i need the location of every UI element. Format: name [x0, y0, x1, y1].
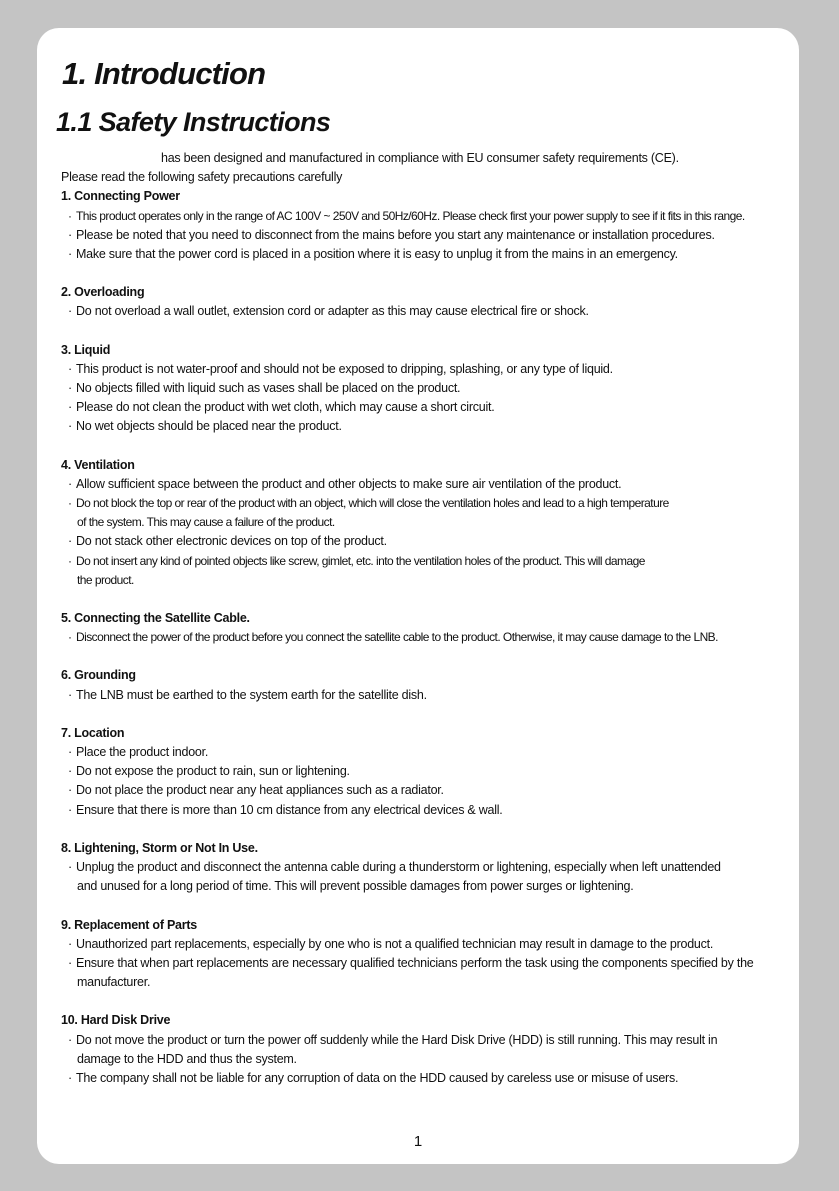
safety-content: [61, 149, 791, 1088]
list-item: [61, 207, 791, 226]
bullet-icon: ·: [68, 304, 72, 319]
section-title: 6. Grounding: [61, 668, 136, 683]
section-title: 3. Liquid: [61, 342, 111, 357]
list-item: [61, 379, 791, 398]
bullet-icon: ·: [68, 476, 72, 491]
section-title: 1. Connecting Power: [61, 189, 180, 204]
list-item: [61, 628, 791, 647]
item-text: Do not insert any kind of pointed objects like screw, gimlet, etc. into the ventilation holes of the product. This will damage: [76, 553, 645, 568]
item-text: Do not move the product or turn the power off suddenly while the Hard Disk Drive (HDD) is still running. This may result in: [76, 1032, 718, 1047]
bullet-icon: ·: [68, 381, 72, 396]
list-item: [61, 475, 791, 494]
item-text: manufacturer.: [77, 975, 151, 990]
document-page: [37, 28, 799, 1164]
safety-section: [61, 1011, 791, 1088]
item-text: The LNB must be earthed to the system earth for the satellite dish.: [76, 687, 427, 702]
item-text: Do not block the top or rear of the product with an object, which will close the ventilation holes and lead to a high temperature: [76, 496, 669, 511]
bullet-icon: ·: [68, 496, 72, 511]
bullet-icon: ·: [68, 1032, 72, 1047]
safety-section: [61, 456, 791, 590]
list-item: [61, 762, 791, 781]
list-item: [61, 494, 791, 532]
item-text: Make sure that the power cord is placed in a position where it is easy to unplug it from the mains in an emergency.: [76, 247, 678, 262]
bullet-icon: ·: [68, 1070, 72, 1085]
list-item: [61, 398, 791, 417]
section-title: 9. Replacement of Parts: [61, 917, 197, 932]
list-item: [61, 781, 791, 800]
section-title: 8. Lightening, Storm or Not In Use.: [61, 840, 258, 855]
item-text: Allow sufficient space between the product and other objects to make sure air ventilation of the product.: [76, 476, 622, 491]
bullet-icon: ·: [68, 630, 72, 645]
item-text: Ensure that there is more than 10 cm distance from any electrical devices & wall.: [76, 802, 503, 817]
item-text: the product.: [77, 572, 134, 587]
bullet-icon: ·: [68, 955, 72, 970]
intro-line: Please read the following safety precautions carefully: [61, 170, 343, 185]
bullet-icon: ·: [68, 419, 72, 434]
safety-section: [61, 283, 791, 321]
list-item: [61, 360, 791, 379]
section-subheading: 1.1 Safety Instructions: [56, 107, 331, 137]
safety-section: [61, 341, 791, 437]
list-item: [61, 532, 791, 551]
item-text: Place the product indoor.: [76, 745, 209, 760]
safety-section: [61, 724, 791, 820]
safety-section: [61, 916, 791, 993]
section-title: 2. Overloading: [61, 285, 145, 300]
page-number: 1: [413, 1133, 423, 1150]
list-item: [61, 935, 791, 954]
item-text: and unused for a long period of time. This will prevent possible damages from power surges or lightening.: [77, 879, 634, 894]
section-title: 4. Ventilation: [61, 457, 135, 472]
item-text: No objects filled with liquid such as vases shall be placed on the product.: [76, 381, 461, 396]
item-text: Unauthorized part replacements, especially by one who is not a qualified technician may result in damage to the product.: [76, 936, 714, 951]
item-text: Please be noted that you need to disconnect from the mains before you start any maintenance or installation procedures.: [76, 227, 715, 242]
bullet-icon: ·: [68, 745, 72, 760]
list-item: [61, 302, 791, 321]
section-title: 5. Connecting the Satellite Cable.: [61, 611, 250, 626]
list-item: [61, 686, 791, 705]
safety-section: [61, 609, 791, 647]
page-heading: 1. Introduction: [62, 56, 266, 91]
item-text: Do not stack other electronic devices on top of the product.: [76, 534, 387, 549]
intro-line: has been designed and manufactured in compliance with EU consumer safety requirements (CE).: [161, 151, 679, 165]
item-text: of the system. This may cause a failure of the product.: [77, 515, 335, 530]
list-item: [61, 858, 791, 896]
item-text: Disconnect the power of the product before you connect the satellite cable to the product. Otherwise, it may cause damage to the LNB.: [76, 630, 718, 645]
list-item: [61, 226, 791, 245]
bullet-icon: ·: [68, 247, 72, 262]
list-item: [61, 1069, 791, 1088]
safety-sections: [61, 187, 791, 1088]
bullet-icon: ·: [68, 860, 72, 875]
item-text: This product is not water-proof and should not be exposed to dripping, splashing, or any type of liquid.: [76, 361, 613, 376]
bullet-icon: ·: [68, 361, 72, 376]
item-text: This product operates only in the range of AC 100V ~ 250V and 50Hz/60Hz. Please check first your power supply to see if it fits in this range.: [76, 208, 745, 223]
list-item: [61, 417, 791, 436]
safety-section: [61, 187, 791, 264]
item-text: No wet objects should be placed near the product.: [76, 419, 342, 434]
bullet-icon: ·: [68, 783, 72, 798]
bullet-icon: ·: [68, 553, 72, 568]
item-text: damage to the HDD and thus the system.: [77, 1051, 297, 1066]
bullet-icon: ·: [68, 764, 72, 779]
section-title: 10. Hard Disk Drive: [61, 1013, 171, 1028]
bullet-icon: ·: [68, 400, 72, 415]
safety-section: [61, 839, 791, 897]
safety-section: [61, 666, 791, 704]
list-item: [61, 801, 791, 820]
item-text: Please do not clean the product with wet cloth, which may cause a short circuit.: [76, 400, 495, 415]
bullet-icon: ·: [68, 936, 72, 951]
item-text: Unplug the product and disconnect the antenna cable during a thunderstorm or lightening, especially when left unattended: [76, 860, 721, 875]
section-title: 7. Location: [61, 725, 125, 740]
list-item: [61, 954, 791, 992]
item-text: The company shall not be liable for any corruption of data on the HDD caused by careless use or misuse of users.: [76, 1070, 679, 1085]
bullet-icon: ·: [68, 208, 72, 223]
item-text: Do not overload a wall outlet, extension cord or adapter as this may cause electrical fire or shock.: [76, 304, 589, 319]
bullet-icon: ·: [68, 802, 72, 817]
list-item: [61, 552, 791, 590]
item-text: Do not expose the product to rain, sun or lightening.: [76, 764, 350, 779]
list-item: [61, 1031, 791, 1069]
list-item: [61, 743, 791, 762]
bullet-icon: ·: [68, 687, 72, 702]
bullet-icon: ·: [68, 534, 72, 549]
item-text: Do not place the product near any heat appliances such as a radiator.: [76, 783, 444, 798]
item-text: Ensure that when part replacements are necessary qualified technicians perform the task using the components specified by the: [76, 955, 754, 970]
bullet-icon: ·: [68, 227, 72, 242]
list-item: [61, 245, 791, 264]
